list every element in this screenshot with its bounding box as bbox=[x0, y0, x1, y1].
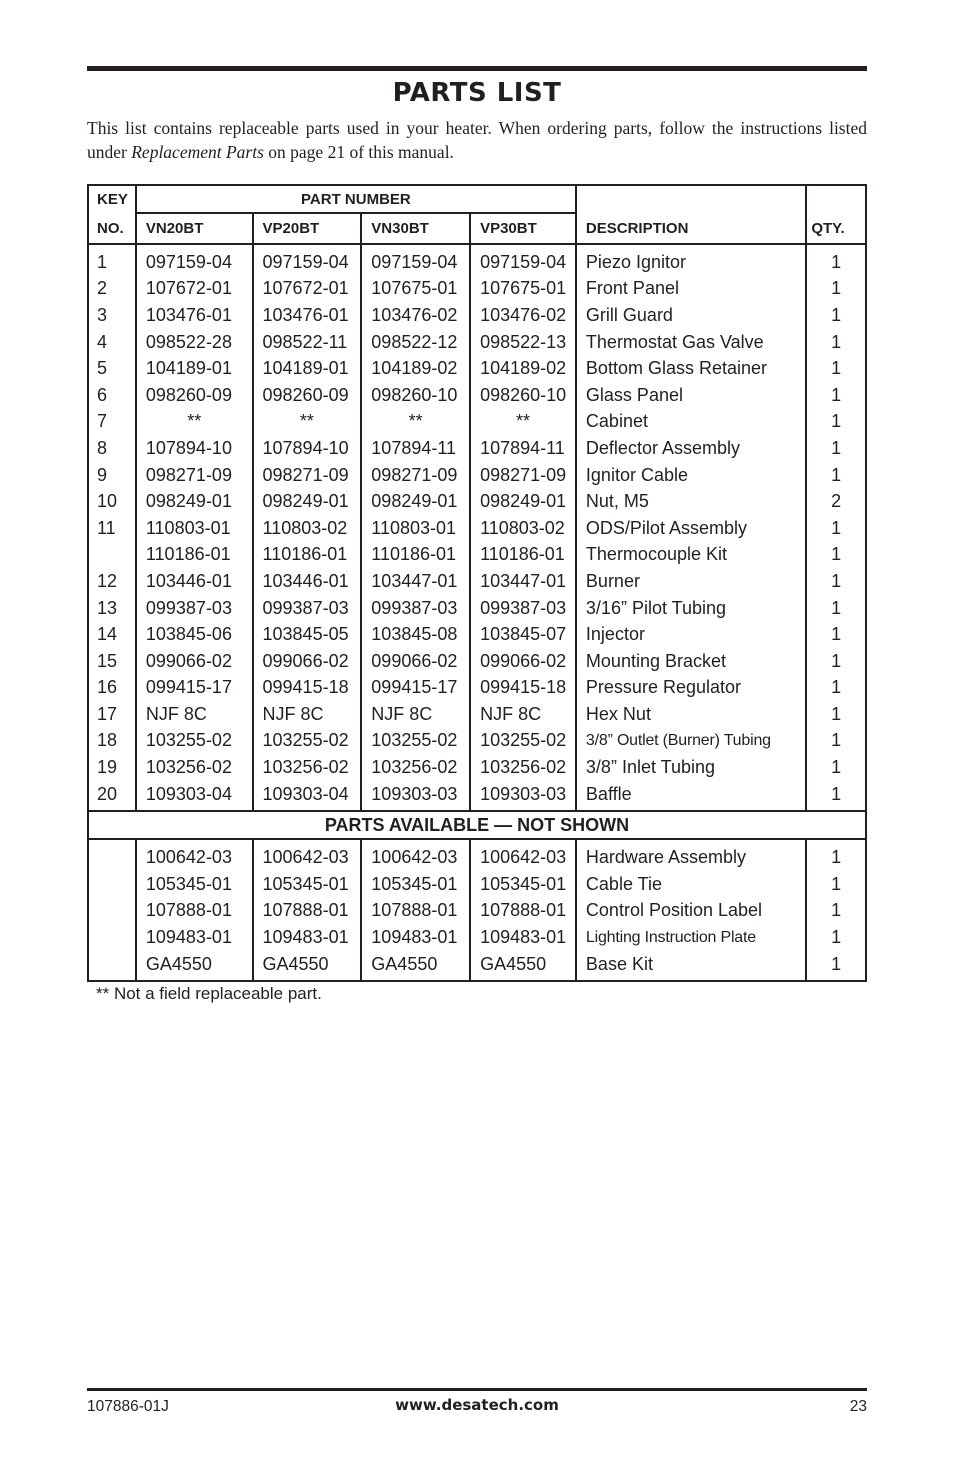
part-number-cell: 097159-04 bbox=[361, 244, 470, 276]
header-row-top bbox=[88, 185, 866, 213]
part-number-cell: 110803-01 bbox=[361, 515, 470, 542]
part-number-cell: ** bbox=[361, 409, 470, 436]
quantity-cell: 1 bbox=[806, 781, 866, 812]
part-number-cell: 110803-02 bbox=[253, 515, 362, 542]
part-number-cell: 099415-18 bbox=[253, 675, 362, 702]
table-row bbox=[88, 898, 866, 925]
table-row bbox=[88, 409, 866, 436]
part-number-cell: 109303-04 bbox=[253, 781, 362, 812]
part-number-cell: 110186-01 bbox=[253, 542, 362, 569]
key-number-cell: 20 bbox=[88, 781, 136, 812]
table-row bbox=[88, 701, 866, 728]
key-number-cell: 19 bbox=[88, 754, 136, 781]
part-number-cell: 100642-03 bbox=[136, 839, 253, 871]
table-row bbox=[88, 302, 866, 329]
quantity-cell: 1 bbox=[806, 898, 866, 925]
part-number-cell: 098249-01 bbox=[253, 488, 362, 515]
intro-text-1: This list contains replaceable parts used in your heater. When ordering parts, follow the instructions listed under bbox=[87, 118, 867, 162]
part-number-cell: 109483-01 bbox=[136, 924, 253, 951]
part-number-cell: 098522-12 bbox=[361, 329, 470, 356]
quantity-cell: 1 bbox=[806, 542, 866, 569]
key-number-cell: 17 bbox=[88, 701, 136, 728]
part-number-cell: 097159-04 bbox=[136, 244, 253, 276]
key-number-cell: 15 bbox=[88, 648, 136, 675]
intro-emphasis: Replacement Parts bbox=[131, 142, 264, 162]
parts-rows bbox=[88, 244, 866, 811]
description-cell: Thermostat Gas Valve bbox=[576, 329, 806, 356]
description-cell: Piezo Ignitor bbox=[576, 244, 806, 276]
table-row bbox=[88, 754, 866, 781]
key-number-cell bbox=[88, 871, 136, 898]
part-number-cell: 104189-02 bbox=[361, 355, 470, 382]
table-row bbox=[88, 951, 866, 982]
table-row bbox=[88, 728, 866, 755]
quantity-cell: 1 bbox=[806, 568, 866, 595]
part-number-cell: GA4550 bbox=[253, 951, 362, 982]
quantity-cell: 1 bbox=[806, 329, 866, 356]
part-number-cell: GA4550 bbox=[361, 951, 470, 982]
part-number-cell: NJF 8C bbox=[470, 701, 576, 728]
part-number-cell: 104189-01 bbox=[253, 355, 362, 382]
quantity-cell: 1 bbox=[806, 435, 866, 462]
description-header-spacer bbox=[576, 185, 806, 213]
part-number-cell: 107894-11 bbox=[361, 435, 470, 462]
quantity-cell: 1 bbox=[806, 595, 866, 622]
part-number-cell: 109483-01 bbox=[470, 924, 576, 951]
table-row bbox=[88, 276, 866, 303]
table-row bbox=[88, 542, 866, 569]
part-number-cell: 103476-01 bbox=[136, 302, 253, 329]
part-number-cell: 100642-03 bbox=[470, 839, 576, 871]
part-number-cell: 098260-09 bbox=[253, 382, 362, 409]
part-number-cell: NJF 8C bbox=[361, 701, 470, 728]
key-number-cell bbox=[88, 898, 136, 925]
table-row bbox=[88, 355, 866, 382]
part-number-cell: 103256-02 bbox=[253, 754, 362, 781]
not-shown-rows bbox=[88, 839, 866, 981]
quantity-cell: 1 bbox=[806, 839, 866, 871]
key-number-cell: 1 bbox=[88, 244, 136, 276]
model-header: VP30BT bbox=[470, 213, 576, 244]
part-number-cell: 104189-01 bbox=[136, 355, 253, 382]
table-row bbox=[88, 329, 866, 356]
model-header: VN20BT bbox=[136, 213, 253, 244]
part-number-cell: 103255-02 bbox=[470, 728, 576, 755]
part-number-cell: 098271-09 bbox=[136, 462, 253, 489]
part-number-cell: ** bbox=[136, 409, 253, 436]
quantity-cell: 1 bbox=[806, 302, 866, 329]
description-cell: Cable Tie bbox=[576, 871, 806, 898]
document-number: 107886-01J bbox=[87, 1398, 169, 1415]
description-cell: Burner bbox=[576, 568, 806, 595]
part-number-cell: 110186-01 bbox=[136, 542, 253, 569]
description-cell: 3/16” Pilot Tubing bbox=[576, 595, 806, 622]
part-number-cell: 098271-09 bbox=[470, 462, 576, 489]
table-row bbox=[88, 462, 866, 489]
description-cell: Ignitor Cable bbox=[576, 462, 806, 489]
part-number-cell: 103256-02 bbox=[361, 754, 470, 781]
table-row bbox=[88, 488, 866, 515]
part-number-cell: 099066-02 bbox=[361, 648, 470, 675]
key-number-cell: 4 bbox=[88, 329, 136, 356]
part-number-cell: 107894-11 bbox=[470, 435, 576, 462]
part-number-cell: 098249-01 bbox=[361, 488, 470, 515]
part-number-cell: 107675-01 bbox=[361, 276, 470, 303]
table-row bbox=[88, 595, 866, 622]
part-number-cell: 107672-01 bbox=[136, 276, 253, 303]
table-row bbox=[88, 648, 866, 675]
part-number-cell: 098271-09 bbox=[361, 462, 470, 489]
description-header: DESCRIPTION bbox=[576, 213, 806, 244]
part-number-cell: 107888-01 bbox=[136, 898, 253, 925]
part-number-cell: 105345-01 bbox=[253, 871, 362, 898]
part-number-cell: 110803-01 bbox=[136, 515, 253, 542]
quantity-cell: 1 bbox=[806, 871, 866, 898]
header-row-bottom bbox=[88, 213, 866, 244]
part-number-cell: 103255-02 bbox=[253, 728, 362, 755]
table-row bbox=[88, 924, 866, 951]
table-row bbox=[88, 675, 866, 702]
part-number-cell: 105345-01 bbox=[470, 871, 576, 898]
description-cell: Hex Nut bbox=[576, 701, 806, 728]
part-number-cell: 107888-01 bbox=[470, 898, 576, 925]
description-cell: ODS/Pilot Assembly bbox=[576, 515, 806, 542]
part-number-cell: 109303-03 bbox=[470, 781, 576, 812]
table-row bbox=[88, 568, 866, 595]
key-number-cell: 16 bbox=[88, 675, 136, 702]
part-number-cell: 099387-03 bbox=[253, 595, 362, 622]
part-number-cell: 107894-10 bbox=[136, 435, 253, 462]
description-cell: Base Kit bbox=[576, 951, 806, 982]
part-number-cell: 103256-02 bbox=[136, 754, 253, 781]
description-cell: Nut, M5 bbox=[576, 488, 806, 515]
key-number-cell: 13 bbox=[88, 595, 136, 622]
quantity-cell: 1 bbox=[806, 276, 866, 303]
page-title: PARTS LIST bbox=[392, 78, 562, 108]
key-header-top: KEY bbox=[88, 185, 136, 213]
part-number-cell: 109303-03 bbox=[361, 781, 470, 812]
part-number-cell: ** bbox=[253, 409, 362, 436]
description-cell: Control Position Label bbox=[576, 898, 806, 925]
part-number-cell: 104189-02 bbox=[470, 355, 576, 382]
part-number-cell: 105345-01 bbox=[136, 871, 253, 898]
part-number-cell: GA4550 bbox=[136, 951, 253, 982]
description-cell: Bottom Glass Retainer bbox=[576, 355, 806, 382]
part-number-cell: 099415-18 bbox=[470, 675, 576, 702]
key-number-cell: 11 bbox=[88, 515, 136, 542]
part-number-cell: 103446-01 bbox=[253, 568, 362, 595]
model-header: VP20BT bbox=[253, 213, 362, 244]
key-number-cell bbox=[88, 839, 136, 871]
page-number: 23 bbox=[849, 1398, 867, 1415]
quantity-cell: 1 bbox=[806, 648, 866, 675]
description-cell: Lighting Instruction Plate bbox=[576, 924, 806, 951]
description-cell: Thermocouple Kit bbox=[576, 542, 806, 569]
part-number-cell: 105345-01 bbox=[361, 871, 470, 898]
part-number-cell: 097159-04 bbox=[470, 244, 576, 276]
part-number-cell: 107888-01 bbox=[253, 898, 362, 925]
description-cell: Baffle bbox=[576, 781, 806, 812]
quantity-cell: 1 bbox=[806, 515, 866, 542]
key-number-cell: 12 bbox=[88, 568, 136, 595]
quantity-cell: 1 bbox=[806, 621, 866, 648]
description-cell: Glass Panel bbox=[576, 382, 806, 409]
quantity-cell: 1 bbox=[806, 409, 866, 436]
part-number-cell: 099066-02 bbox=[136, 648, 253, 675]
key-number-cell: 6 bbox=[88, 382, 136, 409]
table-row bbox=[88, 382, 866, 409]
part-number-header: PART NUMBER bbox=[136, 185, 576, 213]
table-row bbox=[88, 244, 866, 276]
part-number-cell: 100642-03 bbox=[253, 839, 362, 871]
description-cell: Front Panel bbox=[576, 276, 806, 303]
part-number-cell: 107888-01 bbox=[361, 898, 470, 925]
table-row bbox=[88, 781, 866, 812]
part-number-cell: 110186-01 bbox=[361, 542, 470, 569]
key-number-cell: 7 bbox=[88, 409, 136, 436]
part-number-cell: 099415-17 bbox=[136, 675, 253, 702]
part-number-cell: 103476-02 bbox=[361, 302, 470, 329]
part-number-cell: 103476-02 bbox=[470, 302, 576, 329]
description-cell: Deflector Assembly bbox=[576, 435, 806, 462]
key-number-cell bbox=[88, 924, 136, 951]
part-number-cell: 098522-28 bbox=[136, 329, 253, 356]
quantity-cell: 1 bbox=[806, 951, 866, 982]
part-number-cell: 099387-03 bbox=[136, 595, 253, 622]
part-number-cell: 098522-13 bbox=[470, 329, 576, 356]
part-number-cell: 099415-17 bbox=[361, 675, 470, 702]
table-row bbox=[88, 621, 866, 648]
part-number-cell: 098260-10 bbox=[470, 382, 576, 409]
key-number-cell: 10 bbox=[88, 488, 136, 515]
part-number-cell: 098249-01 bbox=[136, 488, 253, 515]
part-number-cell: 109303-04 bbox=[136, 781, 253, 812]
quantity-cell: 1 bbox=[806, 462, 866, 489]
not-shown-title: PARTS AVAILABLE — NOT SHOWN bbox=[88, 811, 866, 839]
part-number-cell: NJF 8C bbox=[253, 701, 362, 728]
footnote: ** Not a field replaceable part. bbox=[96, 984, 322, 1003]
table-row bbox=[88, 839, 866, 871]
part-number-cell: 109483-01 bbox=[253, 924, 362, 951]
key-number-cell: 18 bbox=[88, 728, 136, 755]
part-number-cell: 099066-02 bbox=[470, 648, 576, 675]
key-number-cell: 2 bbox=[88, 276, 136, 303]
part-number-cell: NJF 8C bbox=[136, 701, 253, 728]
quantity-cell: 1 bbox=[806, 382, 866, 409]
description-cell: 3/8” Outlet (Burner) Tubing bbox=[576, 728, 806, 755]
qty-header-spacer bbox=[806, 185, 866, 213]
key-number-cell: 8 bbox=[88, 435, 136, 462]
part-number-cell: 103447-01 bbox=[361, 568, 470, 595]
part-number-cell: 097159-04 bbox=[253, 244, 362, 276]
table-row bbox=[88, 435, 866, 462]
description-cell: Grill Guard bbox=[576, 302, 806, 329]
key-number-cell bbox=[88, 951, 136, 982]
part-number-cell: 099066-02 bbox=[253, 648, 362, 675]
part-number-cell: 103256-02 bbox=[470, 754, 576, 781]
part-number-cell: 100642-03 bbox=[361, 839, 470, 871]
part-number-cell: 098522-11 bbox=[253, 329, 362, 356]
part-number-cell: 103845-08 bbox=[361, 621, 470, 648]
model-header: VN30BT bbox=[361, 213, 470, 244]
part-number-cell: 098260-10 bbox=[361, 382, 470, 409]
part-number-cell: 107894-10 bbox=[253, 435, 362, 462]
part-number-cell: 103255-02 bbox=[136, 728, 253, 755]
top-rule bbox=[87, 66, 867, 71]
qty-header: QTY. bbox=[806, 213, 866, 244]
bottom-rule bbox=[87, 1388, 867, 1391]
part-number-cell: 103447-01 bbox=[470, 568, 576, 595]
part-number-cell: 098249-01 bbox=[470, 488, 576, 515]
part-number-cell: 098271-09 bbox=[253, 462, 362, 489]
quantity-cell: 1 bbox=[806, 244, 866, 276]
part-number-cell: 099387-03 bbox=[470, 595, 576, 622]
quantity-cell: 1 bbox=[806, 701, 866, 728]
key-number-cell bbox=[88, 542, 136, 569]
description-cell: 3/8” Inlet Tubing bbox=[576, 754, 806, 781]
description-cell: Mounting Bracket bbox=[576, 648, 806, 675]
key-number-cell: 5 bbox=[88, 355, 136, 382]
not-shown-title-row bbox=[88, 811, 866, 839]
part-number-cell: 110186-01 bbox=[470, 542, 576, 569]
part-number-cell: 103476-01 bbox=[253, 302, 362, 329]
website-link[interactable]: www.desatech.com bbox=[395, 1396, 559, 1414]
key-header-bottom: NO. bbox=[88, 213, 136, 244]
part-number-cell: 103845-06 bbox=[136, 621, 253, 648]
part-number-cell: 107675-01 bbox=[470, 276, 576, 303]
part-number-cell: 103255-02 bbox=[361, 728, 470, 755]
part-number-cell: 109483-01 bbox=[361, 924, 470, 951]
part-number-cell: 099387-03 bbox=[361, 595, 470, 622]
key-number-cell: 14 bbox=[88, 621, 136, 648]
part-number-cell: GA4550 bbox=[470, 951, 576, 982]
parts-table bbox=[87, 184, 867, 982]
part-number-cell: 103845-07 bbox=[470, 621, 576, 648]
table-row bbox=[88, 871, 866, 898]
intro-text-2: on page 21 of this manual. bbox=[263, 142, 454, 162]
part-number-cell: 103845-05 bbox=[253, 621, 362, 648]
quantity-cell: 1 bbox=[806, 355, 866, 382]
quantity-cell: 1 bbox=[806, 924, 866, 951]
quantity-cell: 1 bbox=[806, 754, 866, 781]
intro-paragraph bbox=[87, 116, 867, 164]
key-number-cell: 9 bbox=[88, 462, 136, 489]
part-number-cell: 098260-09 bbox=[136, 382, 253, 409]
part-number-cell: ** bbox=[470, 409, 576, 436]
description-cell: Injector bbox=[576, 621, 806, 648]
table-row bbox=[88, 515, 866, 542]
part-number-cell: 103446-01 bbox=[136, 568, 253, 595]
description-cell: Hardware Assembly bbox=[576, 839, 806, 871]
quantity-cell: 1 bbox=[806, 675, 866, 702]
quantity-cell: 2 bbox=[806, 488, 866, 515]
page-footer bbox=[87, 1396, 867, 1418]
part-number-cell: 107672-01 bbox=[253, 276, 362, 303]
part-number-cell: 110803-02 bbox=[470, 515, 576, 542]
description-cell: Cabinet bbox=[576, 409, 806, 436]
key-number-cell: 3 bbox=[88, 302, 136, 329]
description-cell: Pressure Regulator bbox=[576, 675, 806, 702]
quantity-cell: 1 bbox=[806, 728, 866, 755]
